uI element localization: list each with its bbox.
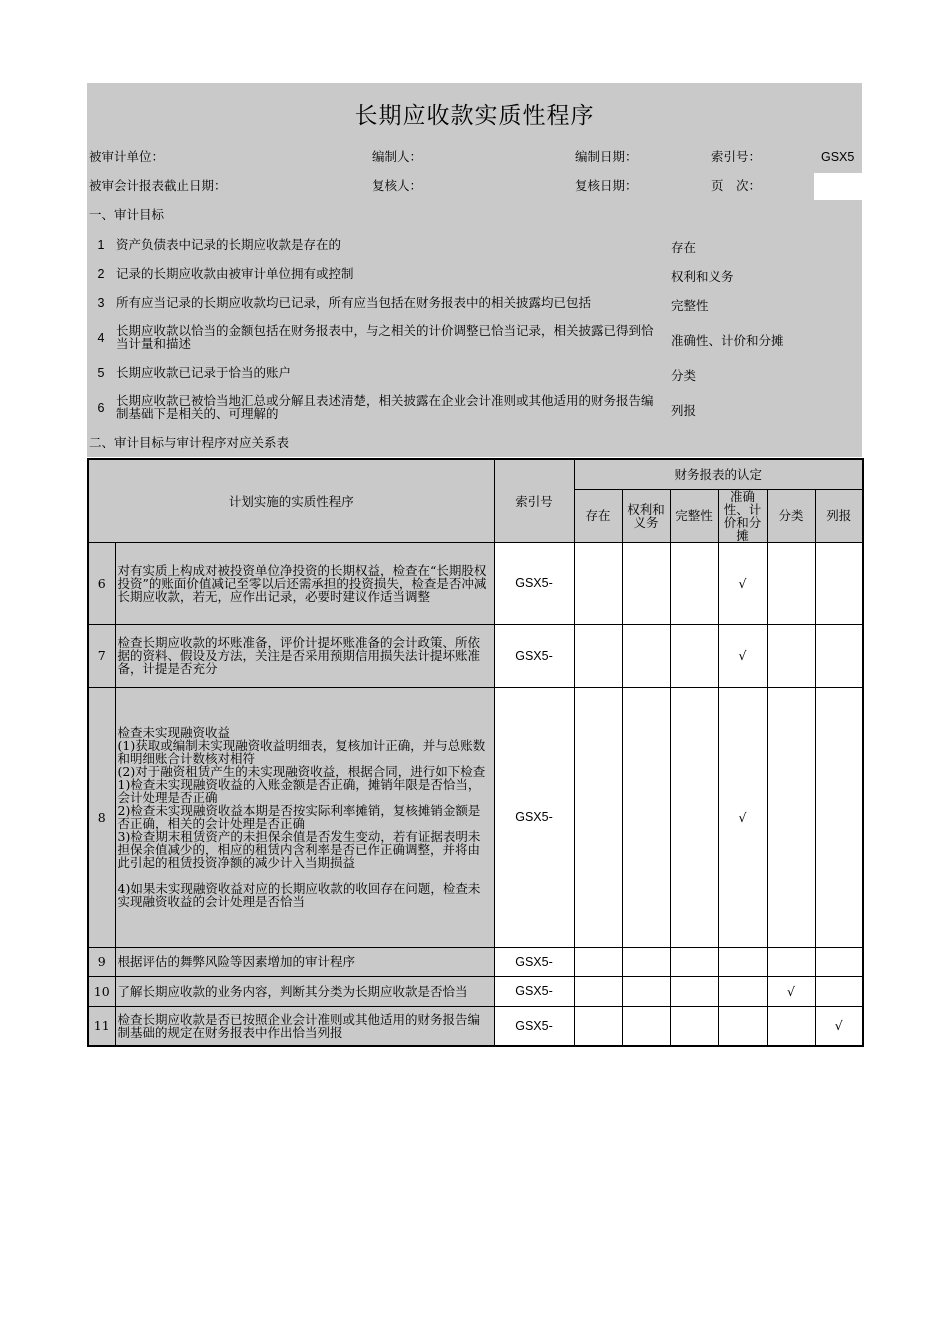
col-assertion-group-header: 财务报表的认定: [574, 459, 863, 489]
objective-assertion: 完整性: [671, 298, 709, 313]
check-classification: [767, 687, 815, 947]
objective-text: 长期应收款已记录于恰当的账户: [116, 365, 292, 380]
row-index: GSX5-: [494, 947, 574, 976]
procedure-text: 检查未实现融资收益 (1)获取或编制未实现融资收益明细表，复核加计正确，并与总账数和明细账合计数核对相符 (2)对于融资租赁产生的未实现融资收益，根据合同，进行如下检查 1)检查未实现融资收益的入账金额是否正确，摊销年限是否恰当，会计处理是否正确 2)检查未实现融资收益本期是否按实际利率摊销，复核摊销金额是否正确，相关的会计处理是否正确 3)检查期末租赁资产的未担保余值是否发生变动，若有证据表明未担保余值减少的，相应的租赁内含利率是否已作正确调整，并将由此引起的租赁投资净额的减少计入当期损益 4)如果未实现融资收益对应的长期应收款的收回存在问题，检查未实现融资收益的会计处理是否恰当: [115, 687, 494, 947]
prepared-date-label: 编制日期：: [575, 149, 638, 164]
col-accuracy-header: 准确性、计价和分摊: [718, 489, 767, 542]
check-completeness: [670, 624, 718, 687]
col-completeness-header: 完整性: [670, 489, 718, 542]
table-row: [88, 976, 863, 1006]
col-existence-header: 存在: [574, 489, 622, 542]
check-accuracy: [718, 947, 767, 976]
objective-text: 长期应收款已被恰当地汇总或分解且表述清楚，相关披露在企业会计准则或其他适用的财务报告编制基础下是相关的、可理解的: [116, 393, 654, 421]
row-number: 6: [88, 542, 115, 624]
mapping-heading: 二、审计目标与审计程序对应关系表: [89, 435, 290, 450]
check-classification: [767, 542, 815, 624]
index-value: GSX5: [821, 150, 855, 164]
row-index: GSX5-: [494, 624, 574, 687]
objective-text: 记录的长期应收款由被审计单位拥有或控制: [116, 266, 354, 281]
check-existence: [574, 947, 622, 976]
check-presentation: [815, 624, 863, 687]
check-rights: [622, 1006, 670, 1046]
audited-unit-label: 被审计单位：: [89, 149, 165, 164]
reviewer-label: 复核人：: [372, 178, 423, 193]
objective-number: 3: [97, 296, 105, 310]
col-index-header: 索引号: [494, 459, 574, 542]
check-rights: [622, 947, 670, 976]
check-rights: [622, 624, 670, 687]
check-rights: [622, 687, 670, 947]
header-block: [87, 83, 862, 457]
objective-number: 5: [97, 366, 105, 380]
row-number: 10: [88, 976, 115, 1006]
index-label: 索引号：: [711, 149, 762, 164]
objective-text: 长期应收款以恰当的金额包括在财务报表中，与之相关的计价调整已恰当记录，相关披露已得到恰当计量和描述: [116, 323, 654, 351]
objective-text: 所有应当记录的长期应收款均已记录，所有应当包括在财务报表中的相关披露均已包括: [116, 295, 592, 310]
check-existence: [574, 1006, 622, 1046]
check-completeness: [670, 947, 718, 976]
col-presentation-header: 列报: [815, 489, 863, 542]
check-presentation: [815, 687, 863, 947]
objective-assertion: 权利和义务: [671, 269, 734, 284]
col-classification-header: 分类: [767, 489, 815, 542]
check-completeness: [670, 542, 718, 624]
objective-assertion: 准确性、计价和分摊: [671, 333, 784, 348]
check-existence: [574, 624, 622, 687]
check-completeness: [670, 1006, 718, 1046]
mapping-table: [87, 458, 864, 1047]
check-completeness: [670, 976, 718, 1006]
objective-assertion: 分类: [671, 368, 697, 383]
objective-number: 6: [97, 401, 105, 415]
procedure-text: 了解长期应收款的业务内容，判断其分类为长期应收款是否恰当: [115, 976, 494, 1006]
check-accuracy: √: [718, 687, 767, 947]
page-label: 页 次：: [711, 178, 762, 193]
objective-assertion: 存在: [671, 240, 697, 255]
check-classification: [767, 1006, 815, 1046]
row-number: 7: [88, 624, 115, 687]
check-rights: [622, 976, 670, 1006]
check-rights: [622, 542, 670, 624]
check-presentation: [815, 947, 863, 976]
objectives-heading: 一、审计目标: [89, 207, 165, 222]
check-presentation: √: [815, 1006, 863, 1046]
table-header-row: [88, 459, 863, 489]
check-accuracy: √: [718, 542, 767, 624]
row-index: GSX5-: [494, 976, 574, 1006]
check-classification: [767, 947, 815, 976]
row-index: GSX5-: [494, 542, 574, 624]
check-presentation: [815, 976, 863, 1006]
check-existence: [574, 542, 622, 624]
page-title: 长期应收款实质性程序: [354, 103, 595, 129]
check-completeness: [670, 687, 718, 947]
check-existence: [574, 976, 622, 1006]
objective-assertion: 列报: [671, 403, 697, 418]
objective-number: 1: [97, 238, 105, 252]
objective-number: 2: [97, 267, 105, 281]
check-accuracy: √: [718, 624, 767, 687]
col-rights-header: 权利和义务: [622, 489, 670, 542]
worksheet: [87, 83, 862, 457]
check-accuracy: [718, 976, 767, 1006]
row-number: 8: [88, 687, 115, 947]
table-row: [88, 947, 863, 976]
col-procedure-header: 计划实施的实质性程序: [88, 459, 494, 542]
objective-text: 资产负债表中记录的长期应收款是存在的: [116, 237, 342, 252]
check-presentation: [815, 542, 863, 624]
review-date-label: 复核日期：: [575, 178, 638, 193]
row-index: GSX5-: [494, 1006, 574, 1046]
check-classification: √: [767, 976, 815, 1006]
report-date-label: 被审会计报表截止日期：: [89, 178, 227, 193]
row-index: GSX5-: [494, 687, 574, 947]
procedure-text: 检查长期应收款是否已按照企业会计准则或其他适用的财务报告编制基础的规定在财务报表中作出恰当列报: [115, 1006, 494, 1046]
page-number-cell[interactable]: [814, 173, 862, 200]
table-row: [88, 542, 863, 624]
table-row: [88, 1006, 863, 1046]
row-number: 11: [88, 1006, 115, 1046]
prepared-by-label: 编制人：: [372, 149, 423, 164]
procedure-text: 检查长期应收款的坏账准备，评价计提坏账准备的会计政策、所依据的资料、假设及方法，关注是否采用预期信用损失法计提坏账准备，计提是否充分: [115, 624, 494, 687]
check-classification: [767, 624, 815, 687]
table-row: [88, 687, 863, 947]
check-existence: [574, 687, 622, 947]
objective-number: 4: [97, 331, 105, 345]
procedure-text: 对有实质上构成对被投资单位净投资的长期权益，检查在“长期股权投资”的账面价值减记至零以后还需承担的投资损失，检查是否冲减长期应收款，若无，应作出记录，必要时建议作适当调整: [115, 542, 494, 624]
check-accuracy: [718, 1006, 767, 1046]
table-row: [88, 624, 863, 687]
procedure-text: 根据评估的舞弊风险等因素增加的审计程序: [115, 947, 494, 976]
row-number: 9: [88, 947, 115, 976]
